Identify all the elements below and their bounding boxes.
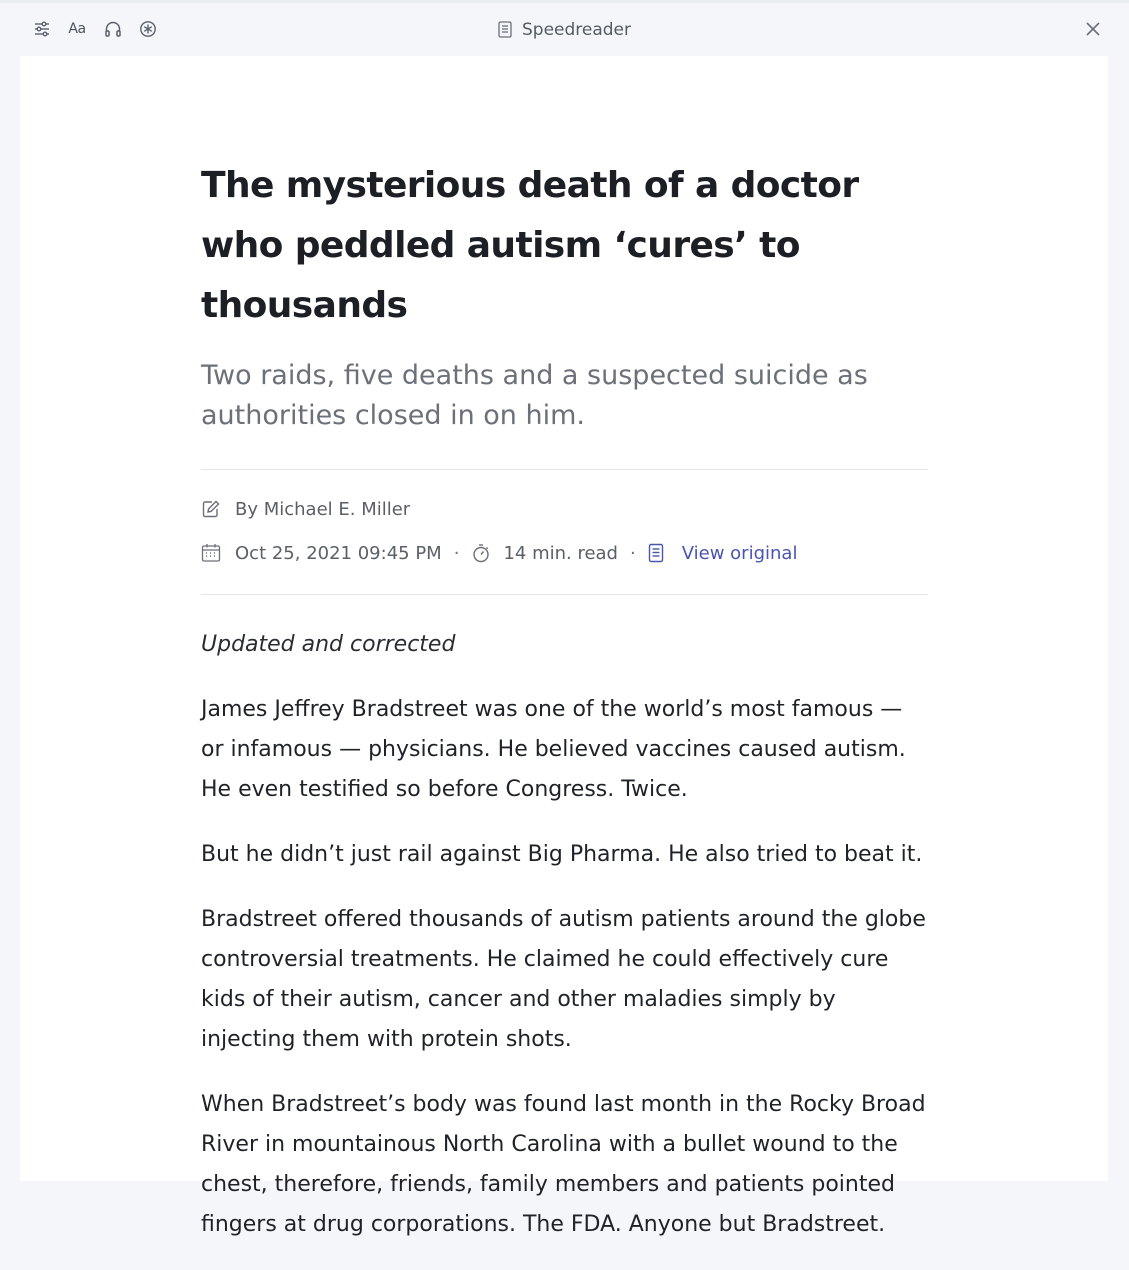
paragraph: When Bradstreet’s body was found last month in the Rocky Broad River in mountainous North Carolina with a bullet wound to the chest, therefore, friends, family members and patients pointed fingers at drug corporations. The FDA. Anyone but Bradstreet. (201, 1092, 926, 1237)
font-settings-button[interactable]: Aa (68, 20, 86, 37)
reader-title (0, 20, 1129, 43)
publish-date: Oct 25, 2021 09:45 PM (235, 542, 442, 564)
view-original-link[interactable]: View original (681, 542, 798, 564)
paragraph: James Jeffrey Bradstreet was one of the world’s most famous — or infamous — physicians. He believed vaccines caused autism. He even testified so before Congress. Twice. (201, 697, 906, 802)
article (201, 156, 931, 1270)
article-title: The mysterious death of a doctor who peddled autism ‘cures’ to thousands (201, 165, 859, 326)
meta-separator: · (453, 542, 460, 564)
read-time: 14 min. read (503, 542, 618, 564)
date-row (201, 542, 931, 564)
paragraph: Updated and corrected (201, 632, 456, 657)
timer-icon (471, 542, 493, 564)
author-edit-icon (201, 498, 223, 520)
calendar-icon (201, 542, 223, 564)
reader-title-text: Speedreader (521, 20, 632, 40)
reader-toolbar (0, 0, 1129, 56)
byline: By Michael E. Miller (235, 498, 411, 520)
byline-row (201, 498, 931, 520)
article-subtitle: Two raids, five deaths and a suspected suicide as authorities closed in on him. (201, 360, 868, 431)
paragraph: But he didn’t just rail against Big Pharma. He also tried to beat it. (201, 842, 923, 867)
article-meta (201, 470, 931, 594)
divider-bottom (201, 594, 928, 595)
paragraph: Bradstreet offered thousands of autism patients around the globe controversial treatments. He claimed he could effectively cure kids of their autism, cancer and other maladies simply by injecting them with protein shots. (201, 907, 926, 1052)
meta-separator-2: · (630, 542, 636, 564)
document-icon (648, 542, 670, 564)
reader-page (20, 56, 1108, 1237)
document-icon (498, 21, 512, 43)
article-body (201, 625, 931, 1245)
close-icon[interactable] (1085, 21, 1103, 39)
